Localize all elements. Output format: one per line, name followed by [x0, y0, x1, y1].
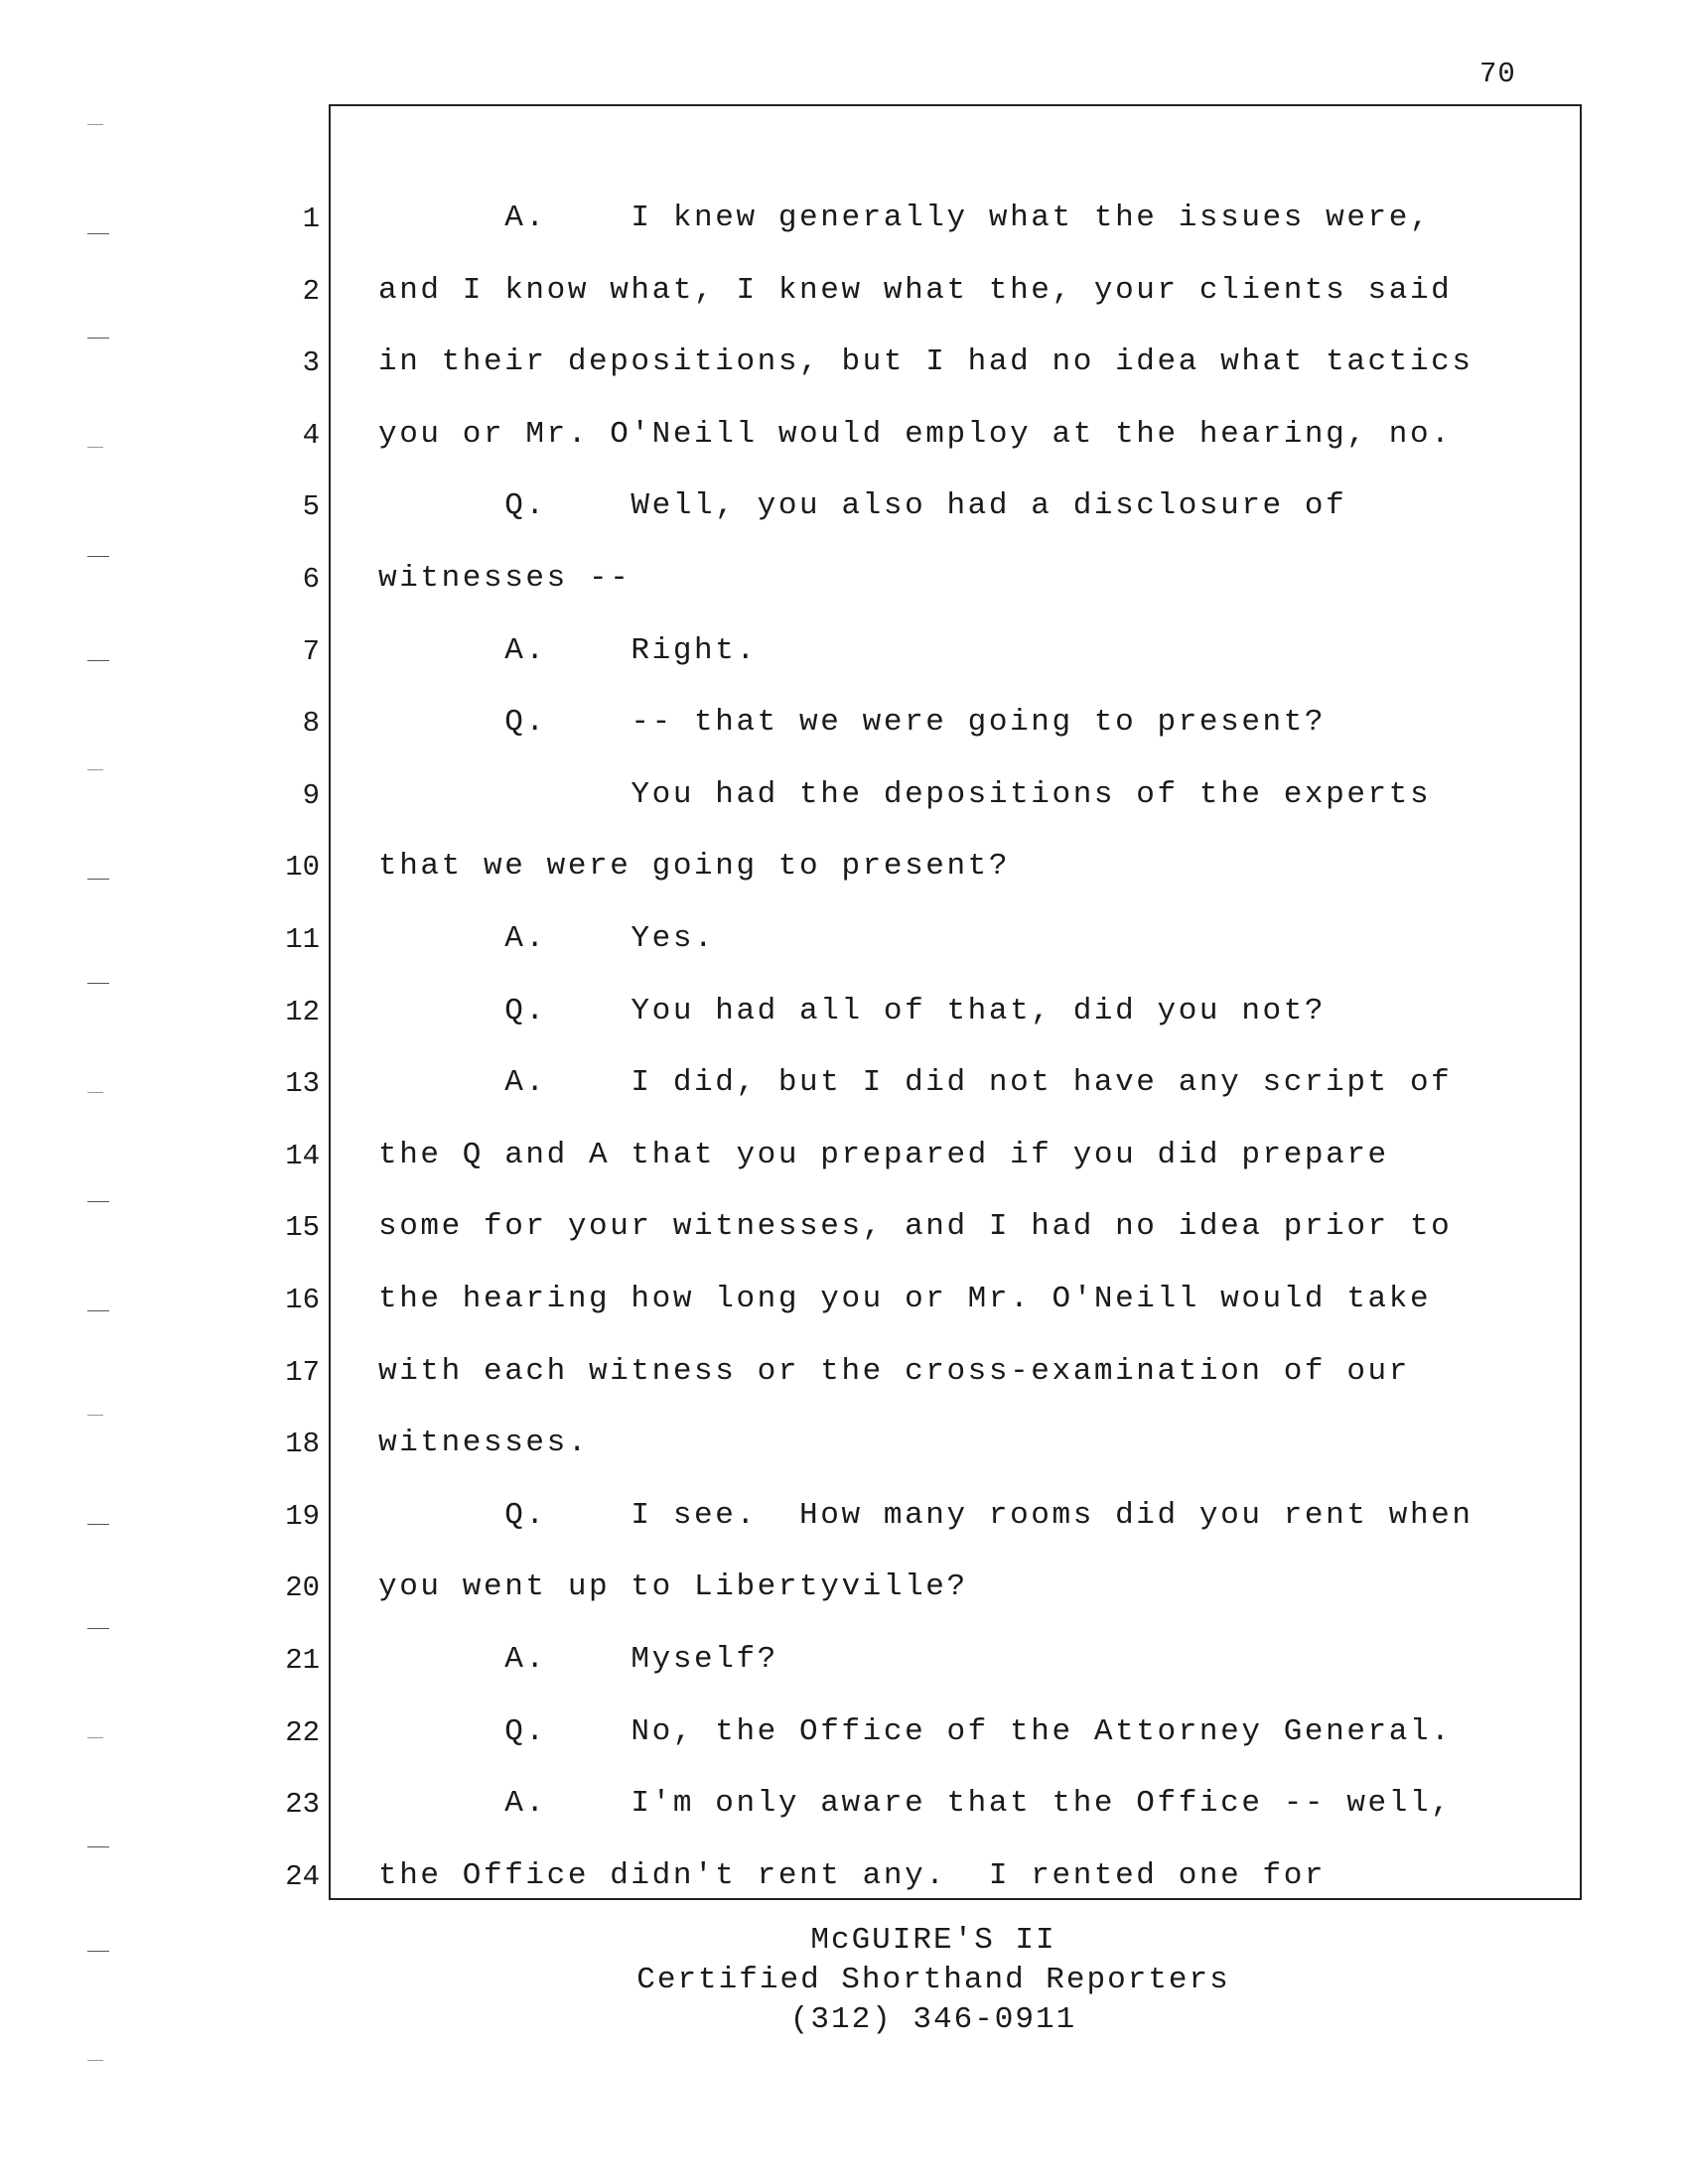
- transcript-line: A. Yes.: [378, 921, 716, 956]
- margin-tick: [87, 447, 103, 448]
- transcript-line: You had the depositions of the experts: [378, 777, 1432, 812]
- line-number: 24: [285, 1860, 320, 1893]
- margin-tick: [87, 1628, 109, 1629]
- transcript-line: the hearing how long you or Mr. O'Neill would take: [378, 1282, 1432, 1316]
- line-number: 17: [285, 1356, 320, 1389]
- line-number: 11: [285, 923, 320, 956]
- line-number: 9: [302, 779, 320, 812]
- line-number: 10: [285, 851, 320, 884]
- margin-tick: [87, 1092, 103, 1093]
- transcript-line: A. Myself?: [378, 1642, 778, 1677]
- line-number: 12: [285, 996, 320, 1028]
- margin-tick: [87, 1737, 103, 1738]
- line-number: 23: [285, 1788, 320, 1821]
- transcript-line: A. I'm only aware that the Office -- well,: [378, 1786, 1453, 1821]
- line-number: 2: [302, 275, 320, 308]
- page-number: 70: [1479, 58, 1516, 90]
- line-number: 19: [285, 1500, 320, 1533]
- line-number: 1: [302, 203, 320, 235]
- margin-tick: [87, 1201, 109, 1202]
- transcript-line: Q. No, the Office of the Attorney General.: [378, 1714, 1453, 1749]
- margin-tick: [87, 769, 103, 770]
- margin-tick: [87, 1524, 109, 1525]
- transcript-line: A. Right.: [378, 633, 758, 668]
- transcript-line: Q. Well, you also had a disclosure of: [378, 488, 1347, 523]
- margin-tick: [87, 660, 109, 661]
- reporter-title: Certified Shorthand Reporters: [636, 1963, 1230, 1997]
- line-number: 22: [285, 1716, 320, 1749]
- margin-tick: [87, 983, 109, 984]
- transcript-line: that we were going to present?: [378, 849, 1011, 884]
- transcript-line: the Office didn't rent any. I rented one for: [378, 1858, 1327, 1893]
- line-number: 5: [302, 490, 320, 523]
- line-number: 6: [302, 563, 320, 596]
- transcript-line: you went up to Libertyville?: [378, 1570, 968, 1604]
- line-number: 14: [285, 1140, 320, 1172]
- line-number: 18: [285, 1428, 320, 1460]
- reporter-phone: (312) 346-0911: [789, 2002, 1077, 2037]
- margin-tick: [87, 1846, 109, 1847]
- line-number: 20: [285, 1571, 320, 1604]
- margin-tick: [87, 879, 109, 880]
- transcript-line: with each witness or the cross-examination of our: [378, 1354, 1410, 1389]
- margin-tick: [87, 2060, 103, 2061]
- transcript-line: witnesses --: [378, 561, 632, 596]
- line-number: 4: [302, 419, 320, 452]
- transcript-line: you or Mr. O'Neill would employ at the hearing, no.: [378, 417, 1453, 452]
- margin-tick: [87, 124, 103, 125]
- margin-tick: [87, 338, 109, 339]
- transcript-line: Q. I see. How many rooms did you rent when: [378, 1498, 1474, 1533]
- line-number: 8: [302, 707, 320, 740]
- transcript-line: Q. You had all of that, did you not?: [378, 994, 1327, 1028]
- margin-tick: [87, 233, 109, 234]
- margin-tick: [87, 1951, 109, 1952]
- transcript-line: the Q and A that you prepared if you did prepare: [378, 1138, 1389, 1172]
- transcript-line: Q. -- that we were going to present?: [378, 705, 1327, 740]
- margin-tick: [87, 556, 109, 557]
- line-number: 13: [285, 1067, 320, 1100]
- transcript-line: in their depositions, but I had no idea what tactics: [378, 344, 1474, 379]
- line-number: 7: [302, 635, 320, 668]
- transcript-line: A. I knew generally what the issues were,: [378, 201, 1432, 235]
- reporter-name: McGUIRE'S II: [810, 1923, 1056, 1958]
- transcript-line: A. I did, but I did not have any script of: [378, 1065, 1453, 1100]
- line-number: 16: [285, 1284, 320, 1316]
- line-number: 21: [285, 1644, 320, 1677]
- margin-tick: [87, 1415, 103, 1416]
- transcript-line: witnesses.: [378, 1426, 590, 1460]
- reporter-footer: [0, 1921, 1684, 2040]
- line-number: 15: [285, 1211, 320, 1244]
- margin-tick: [87, 1310, 109, 1311]
- transcript-line: and I know what, I knew what the, your clients said: [378, 273, 1453, 308]
- transcript-line: some for your witnesses, and I had no idea prior to: [378, 1209, 1453, 1244]
- line-number: 3: [302, 346, 320, 379]
